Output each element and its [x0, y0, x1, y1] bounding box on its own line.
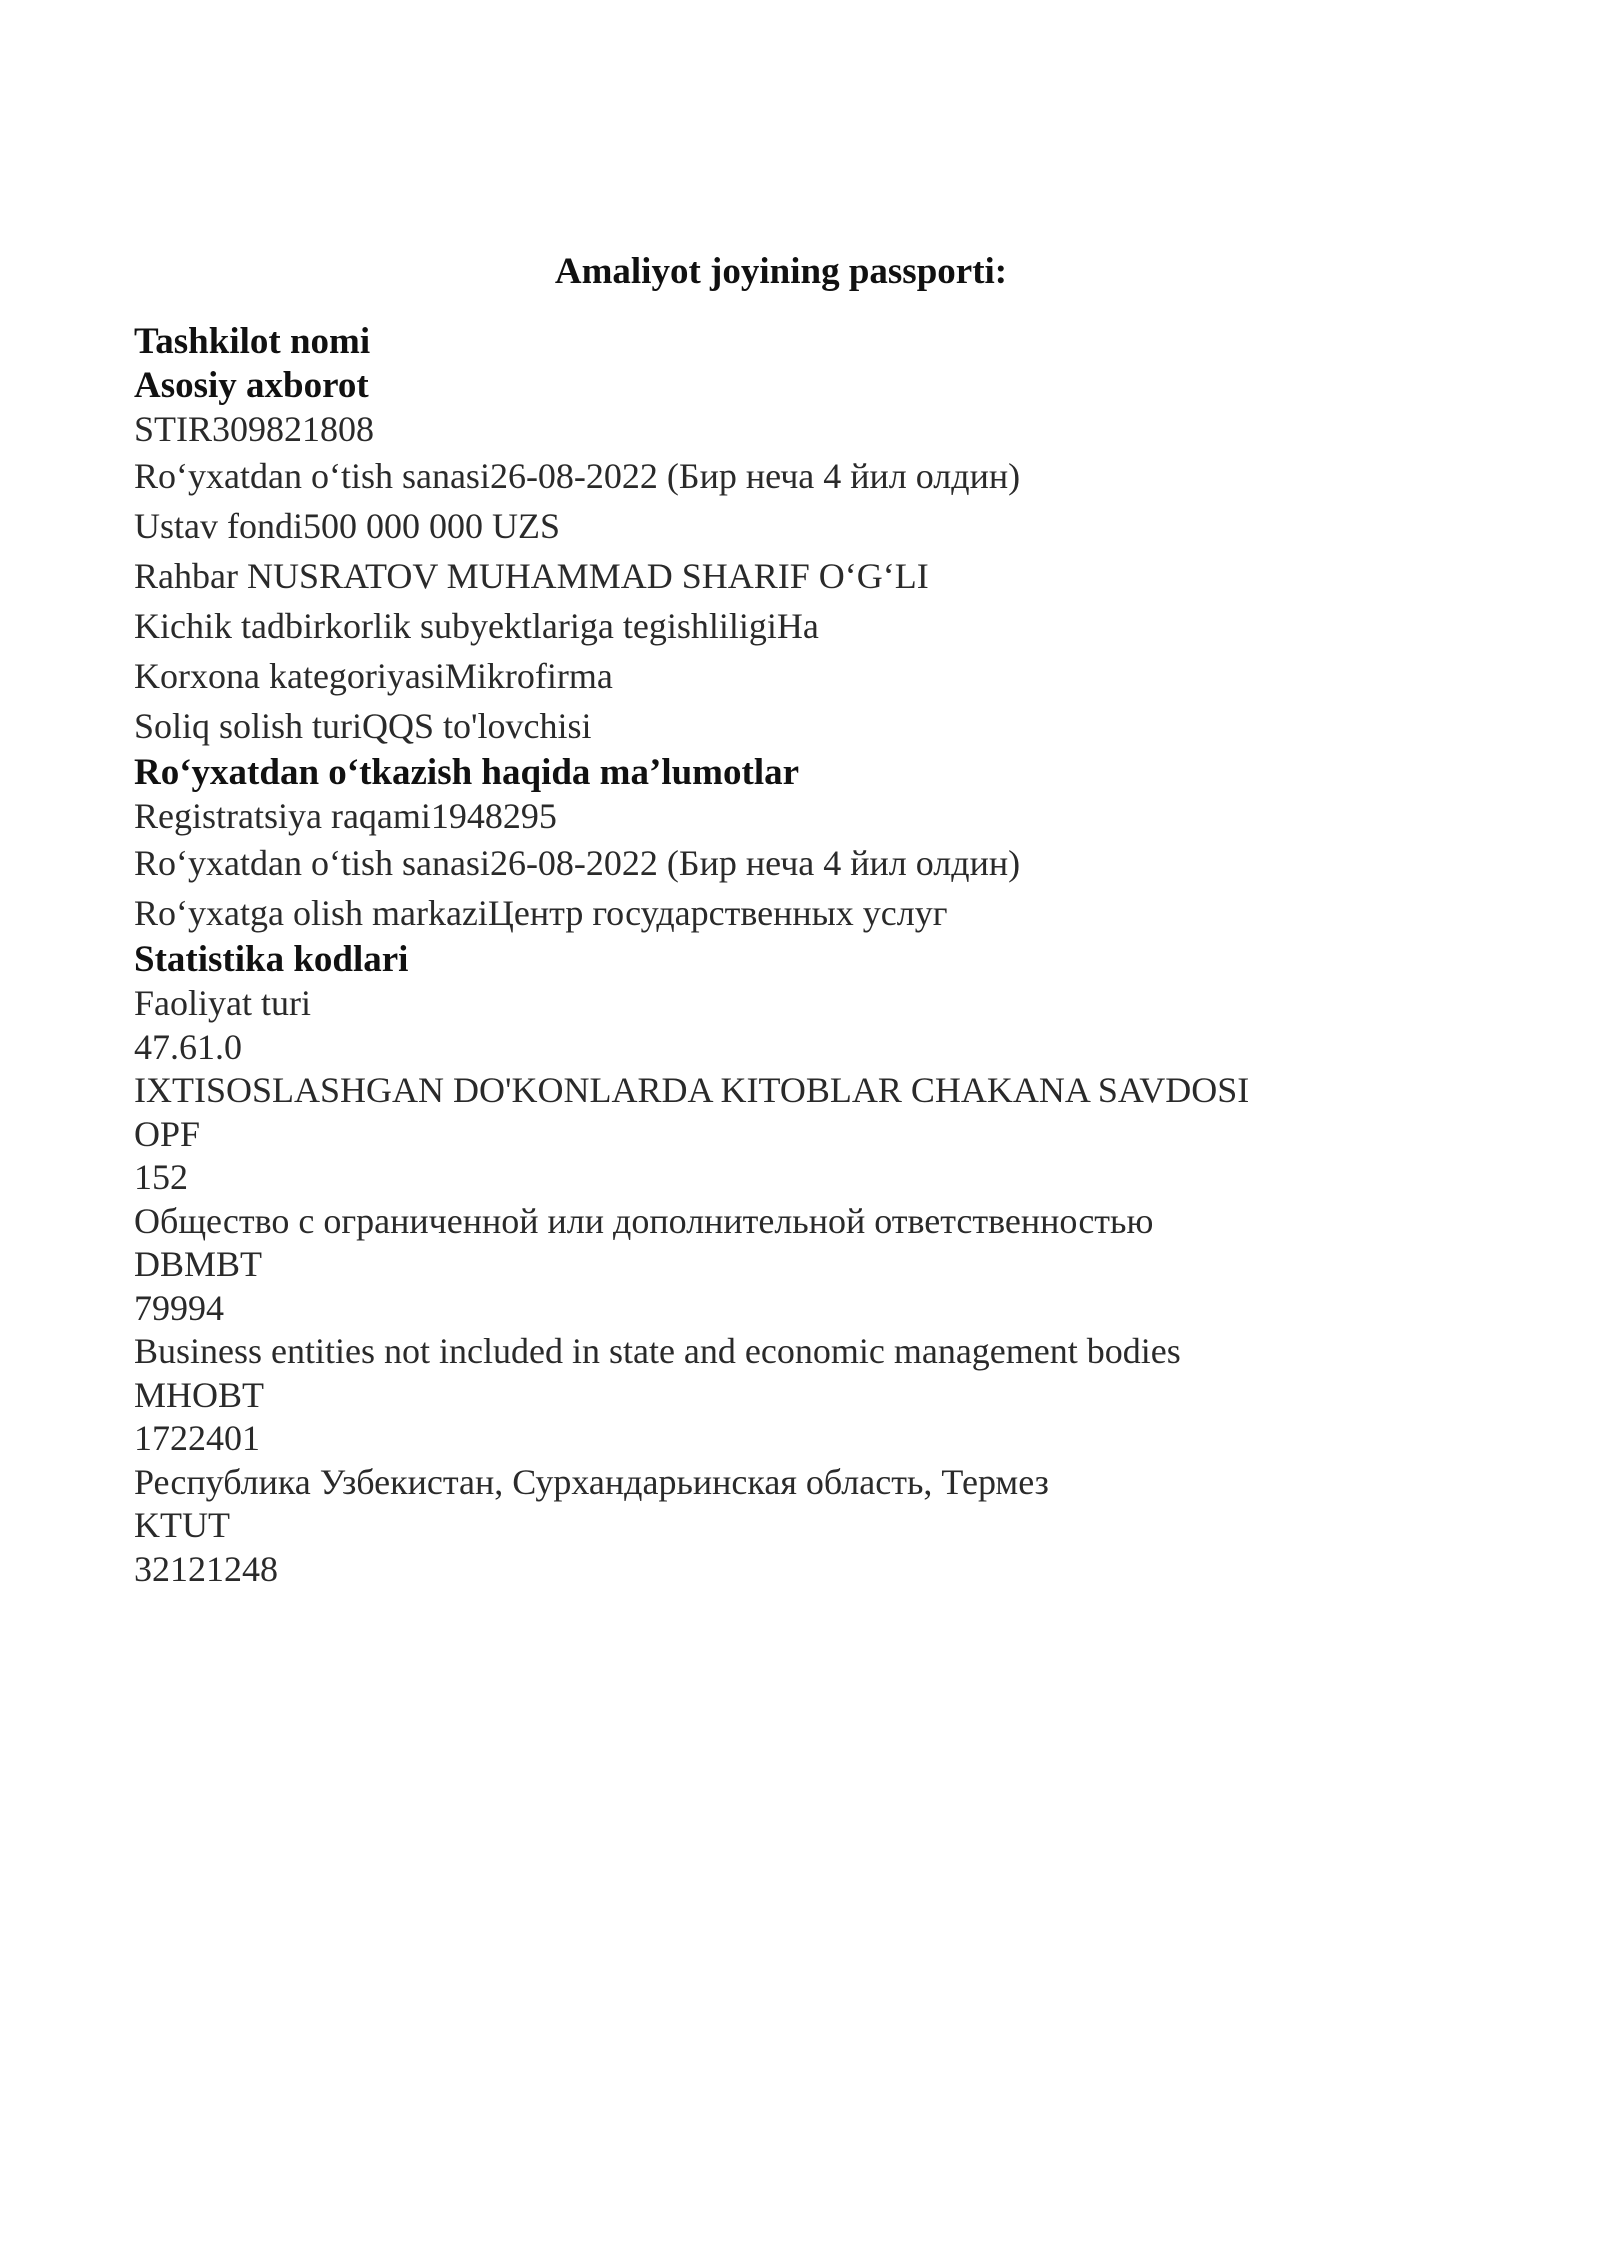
statistics-codes-heading: Statistika kodlari	[134, 939, 409, 980]
code-label: MHOBT	[134, 1374, 265, 1415]
document-content	[134, 320, 1554, 1591]
code-label: KTUT	[134, 1505, 230, 1545]
code-description: IXTISOSLASHGAN DO'KONLARDA KITOBLAR CHAKANA SAVDOSI	[134, 1070, 1250, 1110]
code-value: 1722401	[134, 1418, 260, 1458]
small-business-line: Kichik tadbirkorlik subyektlariga tegishliligiHa	[134, 606, 819, 646]
code-label: DBMBT	[134, 1244, 263, 1284]
code-description: Республика Узбекистан, Сурхандарьинская область, Термез	[134, 1461, 1049, 1502]
registration-center-line: Ro‘yxatga olish markaziЦентр государственных услуг	[134, 893, 948, 933]
registration-info-heading: Ro‘yxatdan o‘tkazish haqida ma’lumotlar	[134, 752, 800, 793]
document-title: Amaliyot joyining passporti:	[554, 251, 1008, 292]
basic-info-heading: Asosiy axborot	[134, 365, 369, 406]
code-value: 79994	[134, 1287, 224, 1328]
code-value: 152	[134, 1157, 188, 1197]
code-label: OPF	[134, 1113, 201, 1154]
code-description: Business entities not included in state and economic management bodies	[134, 1331, 1181, 1371]
registration-date-line: Ro‘yxatdan o‘tish sanasi26-08-2022 (Бир неча 4 йил олдин)	[134, 456, 1021, 496]
code-label: Faoliyat turi	[134, 983, 311, 1023]
code-value: 32121248	[134, 1548, 278, 1589]
enterprise-category-line: Korxona kategoriyasiMikrofirma	[134, 656, 613, 696]
registration-date-line-2: Ro‘yxatdan o‘tish sanasi26-08-2022 (Бир неча 4 йил олдин)	[134, 843, 1021, 883]
code-value: 47.61.0	[134, 1026, 242, 1067]
registration-number-line: Registratsiya raqami1948295	[134, 796, 557, 836]
tax-type-line: Soliq solish turiQQS to'lovchisi	[134, 706, 592, 746]
stir-line: STIR309821808	[134, 409, 375, 449]
code-description: Общество с ограниченной или дополнительной ответственностью	[134, 1200, 1154, 1241]
director-line: Rahbar NUSRATOV MUHAMMAD SHARIF O‘G‘LI	[134, 556, 929, 596]
organization-name-heading: Tashkilot nomi	[134, 321, 371, 362]
charter-fund-line: Ustav fondi500 000 000 UZS	[134, 506, 560, 546]
